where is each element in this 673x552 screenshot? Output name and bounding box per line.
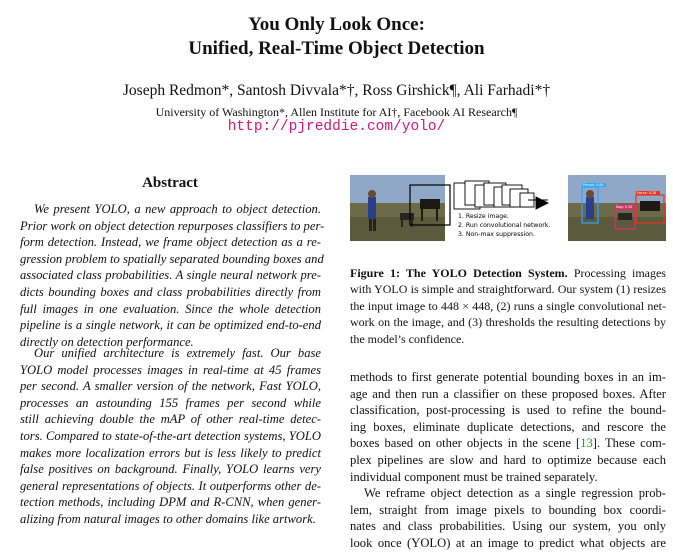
output-photo [568, 175, 666, 241]
text-line: work on the image, and (3) thresholds the resulting detections by [350, 315, 666, 330]
text-line: Prior work on object detection repurposes classifiers to per- [20, 218, 325, 233]
cite-line-post: ]. These com- [592, 436, 667, 451]
cite-line-pre: boxes based on other objects in the scene [ [350, 436, 581, 451]
text-line: methods to first generate potential bounding boxes in an im- [350, 370, 666, 384]
step-1-label: 1. Resize image. [458, 213, 509, 220]
text-line: age and then run a classifier on these proposed boxes. After [350, 386, 666, 401]
figure-caption [350, 265, 666, 347]
text-line: associated class probabilities. A single neural network pre- [20, 268, 321, 283]
text-line: lem, straight from image pixels to bounding box coordi- [350, 502, 666, 517]
paper-title-line1: You Only Look Once: [248, 14, 425, 35]
project-url-link[interactable]: http://pjreddie.com/yolo/ [227, 119, 446, 135]
yolo-system-figure [350, 173, 666, 243]
caption-line-1 [350, 265, 666, 281]
text-line: the model’s confidence. [350, 331, 465, 346]
text-line: gression problem to spatially separated bounding boxes and [20, 251, 324, 266]
text-line: tection methods, including DPM and R-CNN, when gener- [20, 495, 321, 510]
text-line: false positives on background. Finally, YOLO learns very [20, 462, 321, 477]
text-line: the input image to 448 × 448, (2) runs a single convolutional net- [350, 298, 666, 313]
text-line: nates and class probabilities. Using our system, you only [350, 519, 666, 534]
abstract-paragraph-2 [20, 345, 321, 528]
horse-label: Horse: 0.28 [637, 191, 657, 196]
text-line: makes more localization errors but is less likely to predict [20, 445, 321, 460]
text-line: individual component must be trained separately. [350, 469, 598, 484]
text-line: YOLO model processes images in real-time at 45 frames [20, 362, 321, 377]
text-line: pipeline is a single network, it can be optimized end-to-end [20, 318, 321, 333]
text-line: directly on detection performance. [20, 334, 194, 349]
text-line: per second. A smaller version of the network, Fast YOLO, [20, 379, 321, 394]
caption-line-1-text: Processing images [567, 266, 666, 280]
text-line: processes an astounding 155 frames per second while [20, 395, 321, 410]
text-line: form detection. Instead, we frame object detection as a re- [20, 235, 321, 250]
body-right-column [350, 369, 666, 552]
text-line: look once (YOLO) at an image to predict what objects are [350, 535, 666, 550]
text-line: dicts bounding boxes and class probabilities directly from [20, 284, 321, 299]
affiliations: University of Washington*, Allen Institute for AI†, Facebook AI Research¶ [155, 105, 518, 119]
text-line: full images in one evaluation. Since the whole detection [20, 301, 321, 316]
conv-network-icon [454, 181, 548, 209]
text-line: We reframe object detection as a single regression prob- [364, 486, 666, 501]
abstract-heading: Abstract [142, 175, 198, 191]
text-line: plex pipelines are slow and hard to optimize because each [350, 452, 666, 467]
text-line: with YOLO is simple and straightforward. Our system (1) resizes [350, 282, 666, 297]
dog-label: Dog: 0.30 [616, 205, 633, 210]
text-line: still achieving double the mAP of other real-time detec- [20, 412, 321, 427]
text-line: classification, post-processing is used to refine the bound- [350, 403, 666, 418]
abstract-paragraph-1 [20, 201, 325, 350]
step-3-label: 3. Non-max suppression. [458, 231, 535, 238]
text-line: ing boxes, eliminate duplicate detections, and rescore the [350, 419, 666, 434]
text-line: We present YOLO, a new approach to object detection. [34, 202, 321, 216]
person-label: Person: 0.64 [583, 183, 604, 188]
text-line-with-citation [350, 435, 666, 452]
caption-label: Figure 1: The YOLO Detection System. [350, 266, 568, 280]
text-line: Our unified architecture is extremely fast. Our base [34, 346, 321, 360]
citation-link[interactable]: 13 [580, 436, 593, 451]
text-line: tors. Compared to state-of-the-art detection systems, YOLO [20, 428, 321, 443]
text-line: general representations of objects. It outperforms other de- [20, 478, 321, 493]
text-line: alizing from natural images to other domains like artwork. [20, 511, 316, 526]
step-2-label: 2. Run convolutional network. [458, 222, 551, 229]
author-list: Joseph Redmon*, Santosh Divvala*†, Ross Girshick¶, Ali Farhadi*† [122, 82, 551, 99]
paper-title-line2: Unified, Real-Time Object Detection [188, 38, 485, 59]
